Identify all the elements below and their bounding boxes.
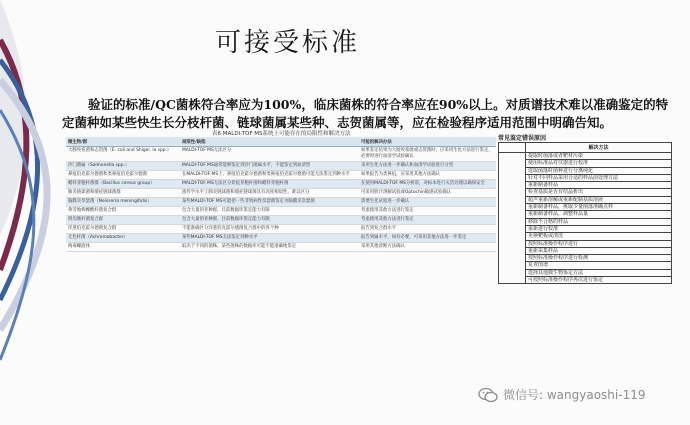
- cell-organism: 沙门菌属（Salmonella spp.）: [66, 162, 180, 171]
- table-row: [66, 243, 496, 252]
- cell-limitation: 某些MALDI-TOF MS可能把一些非致病性奈瑟菌鉴定为脑膜炎奈瑟菌: [180, 198, 359, 207]
- table-header-solution: 可能的解决办法: [359, 137, 496, 147]
- cell-organism: 梅毒螺旋体: [66, 243, 180, 252]
- cell-organism: 肺炎链球菌和缓症链球菌群: [66, 189, 180, 198]
- solution-item: 使用标准品对仪器进行校准: [526, 160, 672, 167]
- cell-solution: 考虑使用其他方法进行鉴定: [359, 216, 496, 225]
- cell-solution: 需要生化试验进一步确认: [359, 198, 496, 207]
- cell-limitation: 某些MALDI-TOF MS无法鉴定到种水平: [180, 234, 359, 243]
- solution-item: 选取菌落时菌种进行分离纯化: [526, 167, 672, 174]
- cell-limitation: 遗传学水平上肺炎链球菌和缓症链球菌具有高度相似性，难以区分: [180, 189, 359, 198]
- cell-limitation: 包含大量的亚种群，目前数据库鉴定能力有限: [180, 216, 359, 225]
- table-row: [66, 225, 496, 234]
- cell-limitation: MALDI-TOF MS无法区分: [180, 147, 359, 162]
- solution-item: 重新进行校准: [526, 225, 672, 232]
- table-header-limitation: 局限性/缺陷: [180, 137, 359, 147]
- cell-solution: 考虑使用其他方法进行鉴定: [359, 207, 496, 216]
- right-panel-blank-cell: [499, 153, 526, 284]
- cell-organism: 蜡样芽胞杆菌群（Bacillus cereus group）: [66, 180, 180, 189]
- solution-item: 按照标准操作程序进行检测: [526, 255, 672, 262]
- table-row: [66, 216, 496, 225]
- cell-solution: 如果鉴定结果为大肠埃希菌或志贺菌时，应采用生化方法进行鉴定，必要时进行血清学试验确认: [359, 147, 496, 162]
- solution-item: 超声重新溶解或重新配制基质溶液: [526, 196, 672, 203]
- body-paragraph: 验证的标准/QC菌株符合率应为100%，临床菌株的符合率应在90%以上。对质谱技术难以准确鉴定的特定菌种如某些快生长分枝杆菌、链球菌属某些种、志贺菌属等，应在检验程序适用范围中明确告知。: [62, 97, 669, 130]
- cell-organism: 阴沟肠杆菌复合群: [66, 216, 180, 225]
- cell-limitation: MALDI-TOF MS通常能够鉴定到沙门菌属水平，不能鉴定到血清型: [180, 162, 359, 171]
- cell-solution: 如果报告为类鼻疽，应采用其他方法确认: [359, 171, 496, 180]
- right-panel-header: 解决方法: [526, 143, 672, 153]
- watermark-text: 微信号: wangyaoshi-119: [503, 388, 646, 402]
- cell-solution: 报告到属水平，如有必要，可采用其他方法进一步鉴定: [359, 234, 496, 243]
- solution-item: 更换靶板或清洗: [526, 233, 672, 240]
- cell-solution: 报告到复合群水平: [359, 225, 496, 234]
- table-row: [66, 207, 496, 216]
- cell-organism: 大肠埃希菌和志贺菌（E. coli and Shigel. la spp.）: [66, 147, 180, 162]
- cell-limitation: 取决于不同的菌株，某些菌株的数据库可能不能准确地鉴定: [180, 243, 359, 252]
- table-row: [66, 234, 496, 243]
- solution-item: 选择其他微生物鉴定方法: [526, 269, 672, 276]
- cell-solution: 采用其他诊断方法确认: [359, 243, 496, 252]
- cell-limitation: 不能准确区分洋葱伯克霍尔德菌复合群中的各个种: [180, 225, 359, 234]
- wechat-watermark: [478, 386, 645, 403]
- solution-item: 移除不合格的样品: [526, 218, 672, 225]
- solution-item: 重新采集样品: [526, 247, 672, 254]
- cell-limitation: MALDI-TOF MS无法区分炭疽芽胞杆菌和蜡样芽胞杆菌: [180, 180, 359, 189]
- error-causes-table: [498, 142, 672, 284]
- cell-limitation: 在MALDI-TOF MS上，鼻疽伯克霍尔德菌和类鼻疽伯克霍尔德菌可能无法鉴定到种水平: [180, 171, 359, 180]
- solution-item: 复查图谱: [526, 262, 672, 269]
- solution-item: 重新制备样品，挑取少量菌落准确点样: [526, 204, 672, 211]
- table-row: [66, 189, 496, 198]
- page-title: 可接受标准: [215, 28, 361, 58]
- table-header-organism: 微生物/群: [66, 137, 180, 147]
- solution-item: 重新制备样品: [526, 182, 672, 189]
- list-item: [499, 153, 672, 160]
- limitations-table: [66, 137, 496, 252]
- table-caption: 表6 MALDI-TOF MS系统上可能存在的局限性和解决方法: [212, 131, 351, 137]
- solution-item: 重新制备样品，调整样品量: [526, 211, 672, 218]
- right-panel-blank-header: [499, 143, 526, 153]
- cell-organism: 无色杆菌（Achromobacter）: [66, 234, 180, 243]
- solution-item: 针对不同样品采用合适的样品前处理方法: [526, 174, 672, 181]
- cell-solution: 采用生化方法进一步确认和血清学试验进行分型: [359, 162, 496, 171]
- cell-organism: 弗劳地枸橼酸杆菌复合群: [66, 207, 180, 216]
- cell-organism: 鼻疽伯克霍尔德菌和类鼻疽伯克霍尔德菌: [66, 171, 180, 180]
- cell-solution: 可采用胆汁溶解试验或Optochin敏感试验确认: [359, 189, 496, 198]
- solution-item: 检查基质是否有结晶析出: [526, 189, 672, 196]
- table-row: [66, 180, 496, 189]
- solution-item: 按照标准操作程序进行: [526, 240, 672, 247]
- table-row: [66, 162, 496, 171]
- cell-limitation: 包含大量的亚种群，目前数据库鉴定能力有限: [180, 207, 359, 216]
- table-row: [66, 147, 496, 162]
- table-row: [66, 198, 496, 207]
- wechat-icon: [478, 387, 498, 403]
- table-row: [66, 171, 496, 180]
- cell-organism: 洋葱伯克霍尔德菌复合群: [66, 225, 180, 234]
- solution-item: 可按照标准操作程序再次进行鉴定: [526, 277, 672, 284]
- solution-item: 提取时菌落或者靶材污染: [526, 153, 672, 160]
- right-panel-title: 常见鉴定错误原因: [498, 135, 547, 142]
- cell-solution: 在使用MALDI-TOF MS分析前，对标本进行灭活处理以确保安全: [359, 180, 496, 189]
- cell-organism: 脑膜炎奈瑟菌（Neisseria meningitidis）: [66, 198, 180, 207]
